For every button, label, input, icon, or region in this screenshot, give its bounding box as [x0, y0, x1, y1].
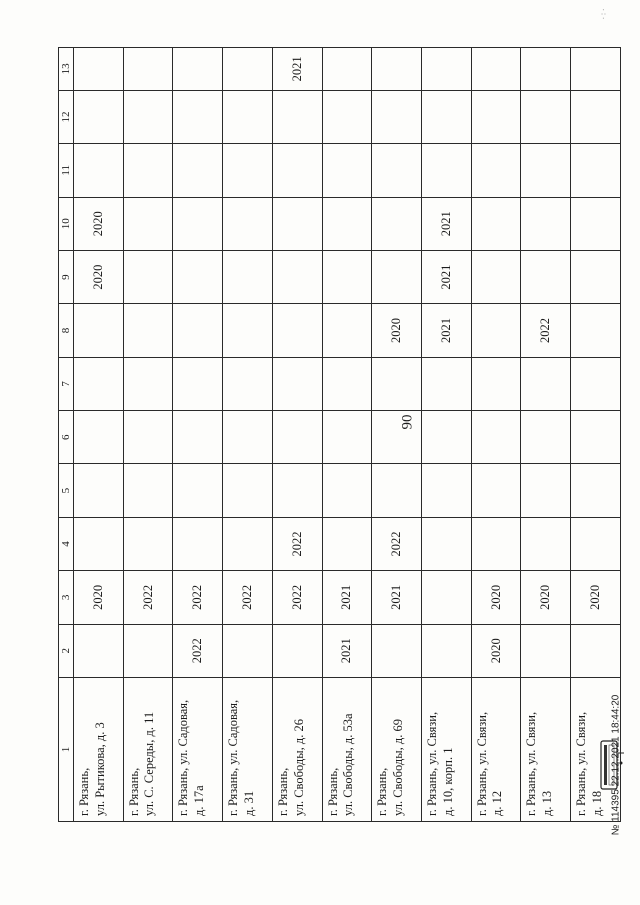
address-cell: г. Рязань, ул. Связи, д. 13: [521, 677, 571, 821]
year-cell: [123, 197, 173, 250]
year-cell: 2020: [521, 571, 571, 624]
year-cell: [521, 90, 571, 143]
year-cell: 2022: [521, 304, 571, 357]
year-cell: [272, 250, 322, 303]
table-container: [58, 47, 621, 822]
year-cell: [372, 464, 422, 517]
year-cell: [74, 304, 124, 357]
year-cell: 2022: [173, 624, 223, 677]
year-cell: 2020: [74, 571, 124, 624]
column-header-6: 6: [59, 411, 74, 464]
year-cell: [471, 144, 521, 197]
year-cell: [173, 357, 223, 410]
column-header-11: 11: [59, 144, 74, 197]
year-cell: [571, 304, 621, 357]
table-row: [223, 48, 273, 822]
address-cell: г. Рязань, ул. Связи, д. 18: [571, 677, 621, 821]
column-header-13: 13: [59, 48, 74, 91]
year-cell: [372, 624, 422, 677]
year-cell: [123, 304, 173, 357]
year-cell: [173, 464, 223, 517]
column-header-10: 10: [59, 197, 74, 250]
year-cell: 2021: [272, 48, 322, 91]
year-cell: [173, 144, 223, 197]
address-cell: г. Рязань, ул. Рытикова, д. 3: [74, 677, 124, 821]
column-header-5: 5: [59, 464, 74, 517]
year-cell: [471, 357, 521, 410]
year-cell: [571, 144, 621, 197]
year-cell: [422, 571, 472, 624]
year-cell: [272, 90, 322, 143]
year-cell: [571, 90, 621, 143]
year-cell: [322, 48, 372, 91]
column-header-7: 7: [59, 357, 74, 410]
address-cell: г. Рязань, ул. Свободы, д. 69: [372, 677, 422, 821]
year-cell: [272, 624, 322, 677]
year-cell: [471, 197, 521, 250]
year-cell: [173, 197, 223, 250]
table-row: [173, 48, 223, 822]
column-header-1: 1: [59, 677, 74, 821]
year-cell: [123, 411, 173, 464]
year-cell: [123, 624, 173, 677]
address-cell: г. Рязань, ул. Свободы, д. 53а: [322, 677, 372, 821]
year-cell: [123, 48, 173, 91]
year-cell: [74, 624, 124, 677]
year-cell: [571, 624, 621, 677]
year-cell: [74, 464, 124, 517]
year-cell: [422, 517, 472, 570]
year-cell: 2022: [123, 571, 173, 624]
year-cell: [471, 304, 521, 357]
year-cell: [123, 464, 173, 517]
table-row: [74, 48, 124, 822]
address-cell: г. Рязань, ул. С. Середы, д. 11: [123, 677, 173, 821]
year-cell: 2020: [471, 571, 521, 624]
year-cell: [471, 90, 521, 143]
address-cell: г. Рязань, ул. Связи, д. 12: [471, 677, 521, 821]
year-cell: 2022: [272, 571, 322, 624]
year-cell: [74, 144, 124, 197]
address-cell: г. Рязань, ул. Связи, д. 10, корп. 1: [422, 677, 472, 821]
table-row: [372, 48, 422, 822]
column-header-3: 3: [59, 571, 74, 624]
year-cell: [223, 250, 273, 303]
year-cell: [272, 357, 322, 410]
year-cell: [272, 197, 322, 250]
year-cell: [322, 90, 372, 143]
year-cell: 2021: [322, 624, 372, 677]
year-cell: [123, 357, 173, 410]
year-cell: [521, 250, 571, 303]
year-cell: [173, 250, 223, 303]
year-cell: [223, 464, 273, 517]
year-cell: [173, 411, 223, 464]
year-cell: [521, 48, 571, 91]
year-cell: [372, 90, 422, 143]
year-cell: [571, 411, 621, 464]
year-cell: [74, 411, 124, 464]
year-cell: [372, 197, 422, 250]
year-cell: [571, 197, 621, 250]
year-cell: [322, 250, 372, 303]
year-cell: 2020: [74, 197, 124, 250]
year-cell: [521, 411, 571, 464]
year-cell: 2020: [372, 304, 422, 357]
year-cell: [74, 357, 124, 410]
column-header-9: 9: [59, 250, 74, 303]
year-cell: [272, 144, 322, 197]
table-header-row: [59, 48, 74, 822]
year-cell: [322, 197, 372, 250]
column-header-12: 12: [59, 90, 74, 143]
year-cell: [471, 464, 521, 517]
schedule-table: [58, 47, 621, 822]
table-row: [521, 48, 571, 822]
year-cell: [571, 250, 621, 303]
year-cell: [521, 144, 571, 197]
address-cell: г. Рязань, ул. Садовая, д. 31: [223, 677, 273, 821]
year-cell: [322, 304, 372, 357]
year-cell: [571, 517, 621, 570]
year-cell: [322, 144, 372, 197]
year-cell: [223, 517, 273, 570]
year-cell: [571, 357, 621, 410]
year-cell: [521, 357, 571, 410]
year-cell: [123, 144, 173, 197]
table-row: [471, 48, 521, 822]
table-row: [123, 48, 173, 822]
year-cell: [223, 357, 273, 410]
year-cell: [372, 357, 422, 410]
year-cell: [422, 357, 472, 410]
year-cell: [223, 90, 273, 143]
year-cell: [372, 144, 422, 197]
year-cell: [272, 411, 322, 464]
year-cell: 2020: [571, 571, 621, 624]
year-cell: [422, 48, 472, 91]
year-cell: [322, 357, 372, 410]
address-cell: г. Рязань, ул. Садовая, д. 17а: [173, 677, 223, 821]
year-cell: 2021: [422, 250, 472, 303]
year-cell: 2022: [372, 517, 422, 570]
year-cell: [223, 304, 273, 357]
year-cell: [521, 517, 571, 570]
year-cell: [471, 250, 521, 303]
year-cell: [223, 48, 273, 91]
year-cell: [571, 48, 621, 91]
year-cell: [471, 48, 521, 91]
year-cell: 2021: [372, 571, 422, 624]
column-header-4: 4: [59, 517, 74, 570]
year-cell: 2020: [74, 250, 124, 303]
year-cell: [223, 144, 273, 197]
year-cell: 2022: [223, 571, 273, 624]
year-cell: [123, 90, 173, 143]
year-cell: [322, 464, 372, 517]
year-cell: [471, 411, 521, 464]
address-cell: г. Рязань, ул. Свободы, д. 26: [272, 677, 322, 821]
column-header-8: 8: [59, 304, 74, 357]
year-cell: [223, 624, 273, 677]
year-cell: [173, 517, 223, 570]
year-cell: [521, 197, 571, 250]
year-cell: [223, 197, 273, 250]
table-row: [272, 48, 322, 822]
year-cell: [422, 411, 472, 464]
year-cell: [173, 90, 223, 143]
year-cell: [322, 411, 372, 464]
year-cell: [372, 250, 422, 303]
year-cell: [521, 624, 571, 677]
year-cell: [223, 411, 273, 464]
year-cell: [521, 464, 571, 517]
year-cell: [322, 517, 372, 570]
year-cell: [471, 517, 521, 570]
year-cell: 2020: [471, 624, 521, 677]
scan-artifact: ·:·: [600, 7, 609, 21]
year-cell: [74, 90, 124, 143]
year-cell: [173, 48, 223, 91]
page-number: 90: [399, 414, 416, 430]
table-row: [422, 48, 472, 822]
year-cell: [123, 517, 173, 570]
year-cell: 2021: [422, 197, 472, 250]
table-row: [322, 48, 372, 822]
year-cell: 2022: [272, 517, 322, 570]
year-cell: [422, 624, 472, 677]
year-cell: 2021: [322, 571, 372, 624]
year-cell: 2022: [173, 571, 223, 624]
year-cell: [74, 517, 124, 570]
year-cell: [372, 48, 422, 91]
year-cell: [74, 48, 124, 91]
year-cell: [272, 304, 322, 357]
year-cell: [422, 464, 472, 517]
registration-footer: № 114395 22.12.2021 18:44:20: [610, 694, 622, 836]
year-cell: [422, 144, 472, 197]
year-cell: [123, 250, 173, 303]
column-header-2: 2: [59, 624, 74, 677]
year-cell: [372, 411, 422, 464]
year-cell: 2021: [422, 304, 472, 357]
year-cell: [571, 464, 621, 517]
year-cell: [272, 464, 322, 517]
year-cell: [422, 90, 472, 143]
year-cell: [173, 304, 223, 357]
